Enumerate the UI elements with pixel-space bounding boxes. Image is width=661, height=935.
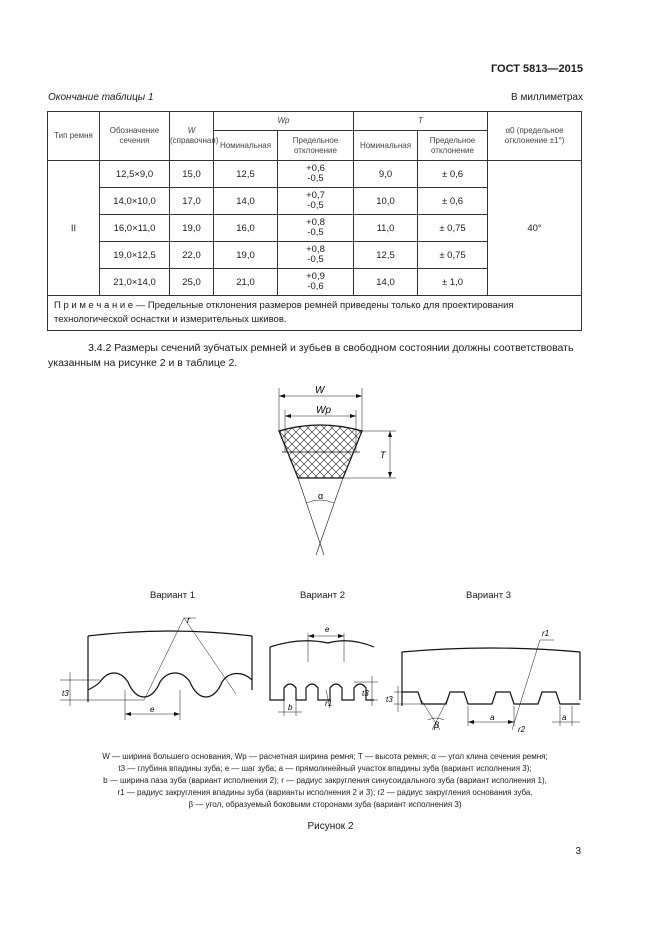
header-wp-deviation: Предельное отклонение — [278, 131, 354, 161]
alpha-cell: 40° — [488, 161, 582, 296]
dev-plus: +0,6 — [306, 163, 325, 174]
t-cell: 10,0 — [354, 188, 418, 215]
dev-minus: -0,5 — [307, 227, 324, 238]
t-cell: 14,0 — [354, 269, 418, 296]
dev-minus: -0,5 — [307, 254, 324, 265]
label-r1-v2: r1 — [325, 699, 333, 708]
t-deviation-cell: ± 0,6 — [418, 188, 488, 215]
wp-cell: 12,5 — [214, 161, 278, 188]
w-cell: 17,0 — [170, 188, 214, 215]
section-paragraph: 3.4.2 Размеры сечений зубчатых ремней и зубьев в свободном состоянии должны соответствовать указанным на рисунке 2 и в таблице 2. — [48, 342, 574, 369]
label-e-v1: e — [150, 705, 155, 714]
variant-1-label: Вариант 1 — [150, 590, 196, 601]
variant-3-profile — [394, 640, 580, 730]
w-cell: 22,0 — [170, 242, 214, 269]
legend-line: b — ширина паза зуба (вариант исполнения 2); r — радиус закругления синусоидального зуба (вариант исполнения 1), — [103, 776, 547, 785]
t-deviation-cell: ± 0,75 — [418, 242, 488, 269]
table-caption: Окончание таблицы 1 — [48, 92, 154, 103]
section-cell: 16,0×11,0 — [100, 215, 170, 242]
units-caption: В миллиметрах — [511, 92, 583, 103]
variant-2-profile — [270, 633, 378, 716]
header-type: Тип ремня — [48, 112, 100, 161]
t-deviation-cell: ± 0,75 — [418, 215, 488, 242]
header-alpha: α0 (предельное отклонение ±1°) — [488, 112, 582, 161]
label-alpha: α — [318, 491, 324, 501]
w-cell: 19,0 — [170, 215, 214, 242]
section-cell: 21,0×14,0 — [100, 269, 170, 296]
dev-minus: -0,5 — [307, 200, 324, 211]
dev-plus: +0,9 — [306, 271, 325, 282]
label-w: W — [315, 385, 325, 396]
variant-1-profile — [60, 618, 252, 720]
wp-cell: 14,0 — [214, 188, 278, 215]
dev-minus: -0,5 — [307, 173, 324, 184]
wp-cell: 16,0 — [214, 215, 278, 242]
wp-cell: 19,0 — [214, 242, 278, 269]
label-r1-v3: r1 — [542, 629, 550, 638]
legend-line: W — ширина большего основания, Wp — расчетная ширина ремня; T — высота ремня; α — угол клина сечения ремня; — [102, 752, 548, 761]
legend-line: β — угол, образуемый боковыми сторонами зуба (вариант исполнения 3) — [188, 800, 462, 809]
figure-legend — [60, 751, 590, 811]
label-a2-v3: a — [562, 713, 567, 722]
standard-header: ГОСТ 5813—2015 — [490, 63, 583, 75]
header-t-symbol: T — [418, 116, 423, 125]
section-cell: 14,0×10,0 — [100, 188, 170, 215]
header-t-nominal: Номинальная — [354, 131, 418, 161]
label-r-v1: r — [187, 615, 190, 625]
t-deviation-cell: ± 1,0 — [418, 269, 488, 296]
wp-cell: 21,0 — [214, 269, 278, 296]
label-t3-v2: t3 — [362, 689, 369, 698]
header-designation: Обозначение сечения — [100, 112, 170, 161]
v-belt-section — [279, 388, 396, 555]
label-wp: Wp — [316, 405, 331, 416]
dev-minus: -0,6 — [307, 281, 324, 292]
type-cell: II — [48, 161, 100, 296]
label-a-v3: a — [490, 713, 495, 722]
header-w-note: (справочная) — [170, 136, 219, 145]
dev-plus: +0,8 — [306, 217, 325, 228]
page-number: 3 — [575, 846, 581, 857]
t-cell: 9,0 — [354, 161, 418, 188]
t-cell: 11,0 — [354, 215, 418, 242]
label-r2-v3: r2 — [518, 725, 526, 734]
variant-2-label: Вариант 2 — [300, 590, 346, 601]
w-cell: 25,0 — [170, 269, 214, 296]
header-wp-symbol: Wp — [277, 116, 290, 125]
label-b-v2: b — [288, 703, 293, 712]
legend-line: t3 — глубина впадины зуба; e — шаг зуба; a — прямолинейный участок впадины зуба (вариант исполнения 3); — [118, 764, 532, 773]
w-cell: 15,0 — [170, 161, 214, 188]
header-t-deviation: Предельное отклонение — [418, 131, 488, 161]
label-beta-v3: β — [434, 720, 440, 730]
section-cell: 19,0×12,5 — [100, 242, 170, 269]
dev-plus: +0,7 — [306, 190, 325, 201]
table-note: П р и м е ч а н и е — Предельные отклонения размеров ремней приведены только для проектирования технологической оснастки и измерительных шкивов. — [48, 296, 582, 331]
variant-3-label: Вариант 3 — [466, 590, 512, 601]
header-w-symbol: W — [187, 126, 196, 135]
label-t: T — [380, 450, 386, 460]
t-deviation-cell: ± 0,6 — [418, 161, 488, 188]
label-t3-v3: t3 — [386, 695, 393, 704]
label-t3-v1: t3 — [62, 689, 69, 698]
header-wp-nominal: Номинальная — [214, 131, 278, 161]
label-e-v2: e — [325, 625, 330, 634]
legend-line: r1 — радиус закругления впадины зуба (варианты исполнения 2 и 3); r2 — радиус закругления основания зуба, — [117, 788, 533, 797]
section-cell: 12,5×9,0 — [100, 161, 170, 188]
t-cell: 12,5 — [354, 242, 418, 269]
figure-caption: Рисунок 2 — [307, 821, 354, 832]
dev-plus: +0,8 — [306, 244, 325, 255]
